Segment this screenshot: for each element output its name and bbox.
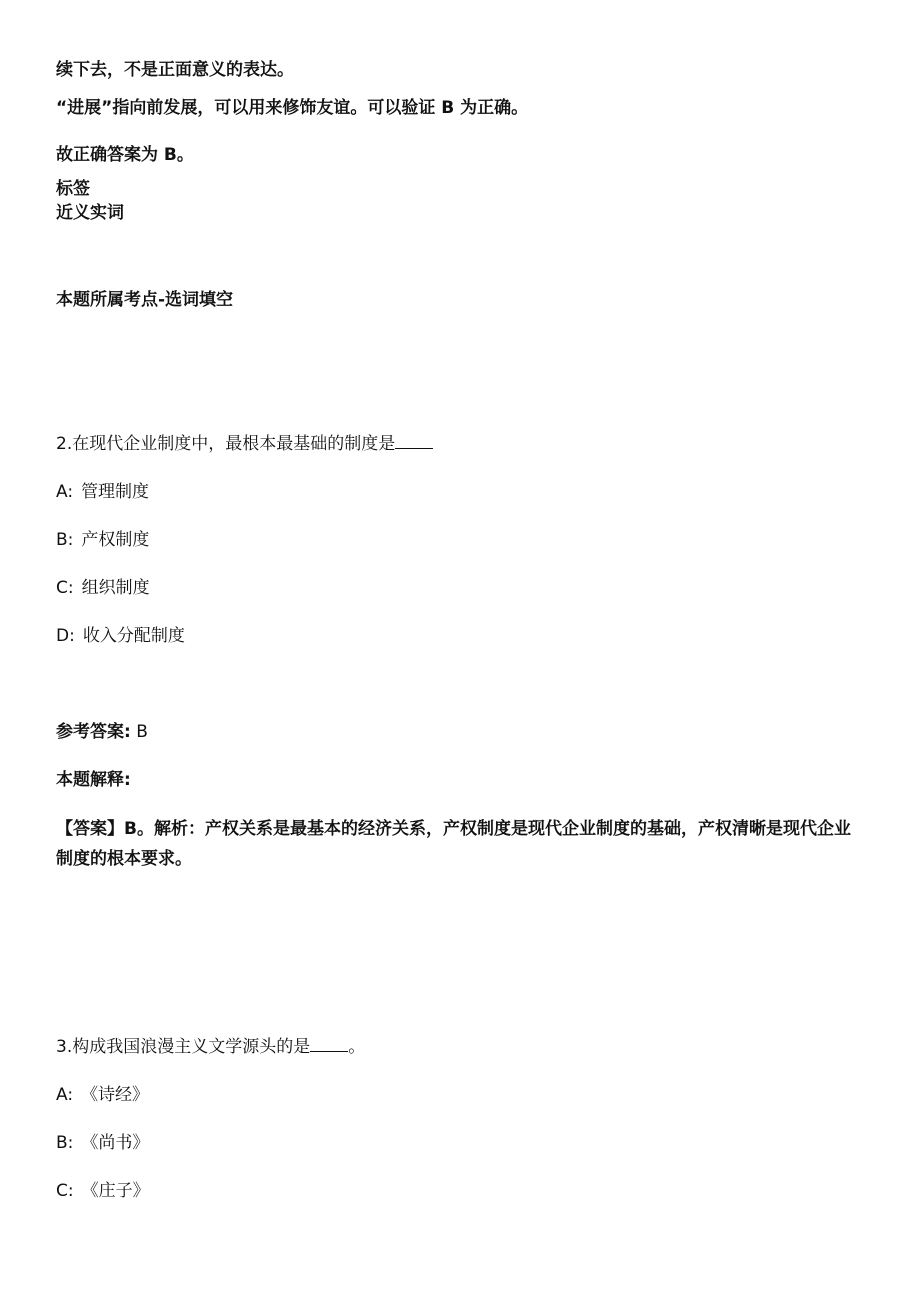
q3-option-c — [56, 1179, 150, 1203]
q1-tag-label: 标签 — [56, 179, 90, 199]
q3-option-c-letter: C: — [56, 1181, 74, 1201]
q2-option-d-letter: D: — [56, 626, 75, 646]
q2-answer-blank — [395, 432, 433, 449]
q3-stem-text: 3.构成我国浪漫主义文学源头的是 — [56, 1037, 311, 1057]
q2-option-d — [56, 624, 185, 648]
q2-stem-text: 2.在现代企业制度中，最根本最基础的制度是 — [56, 434, 396, 454]
q3-option-c-text: 《庄子》 — [81, 1181, 150, 1201]
q2-option-c-text: 组织制度 — [81, 578, 150, 598]
q2-answer-label: 参考答案: — [56, 722, 131, 742]
q1-topic: 本题所属考点-选词填空 — [56, 290, 234, 310]
q3-option-b-text: 《尚书》 — [81, 1133, 150, 1153]
q1-explanation-line-2: “进展”指向前发展，可以用来修饰友谊。可以验证 B 为正确。 — [56, 98, 529, 118]
q3-stem — [56, 1035, 365, 1059]
q2-option-b-letter: B: — [56, 530, 74, 550]
q3-answer-blank — [310, 1035, 348, 1052]
q2-option-b-text: 产权制度 — [81, 530, 150, 550]
q2-option-c-letter: C: — [56, 578, 74, 598]
q3-option-b-letter: B: — [56, 1133, 74, 1153]
q3-option-a-letter: A: — [56, 1085, 74, 1105]
q2-explanation-label: 本题解释: — [56, 770, 131, 790]
q2-reference-answer — [56, 720, 148, 744]
q2-option-c — [56, 576, 150, 600]
q2-option-b — [56, 528, 149, 552]
q3-option-b — [56, 1131, 149, 1155]
q3-stem-suffix: 。 — [348, 1037, 366, 1057]
q2-option-a-text: 管理制度 — [81, 482, 150, 502]
q2-option-a — [56, 480, 149, 504]
q2-explanation-text: 【答案】B。解析：产权关系是最基本的经济关系，产权制度是现代企业制度的基础，产权清晰是现代企业制度的根本要求。 — [56, 819, 851, 869]
q3-option-a-text: 《诗经》 — [81, 1085, 150, 1105]
q2-answer-value: B — [136, 722, 148, 742]
q1-tag-value: 近义实词 — [56, 203, 124, 223]
q2-option-d-text: 收入分配制度 — [82, 626, 185, 646]
q2-option-a-letter: A: — [56, 482, 74, 502]
q1-explanation-line-1: 续下去，不是正面意义的表达。 — [56, 60, 294, 80]
q2-stem — [56, 432, 433, 456]
q1-explanation-line-3: 故正确答案为 B。 — [56, 145, 194, 165]
q3-option-a — [56, 1083, 149, 1107]
